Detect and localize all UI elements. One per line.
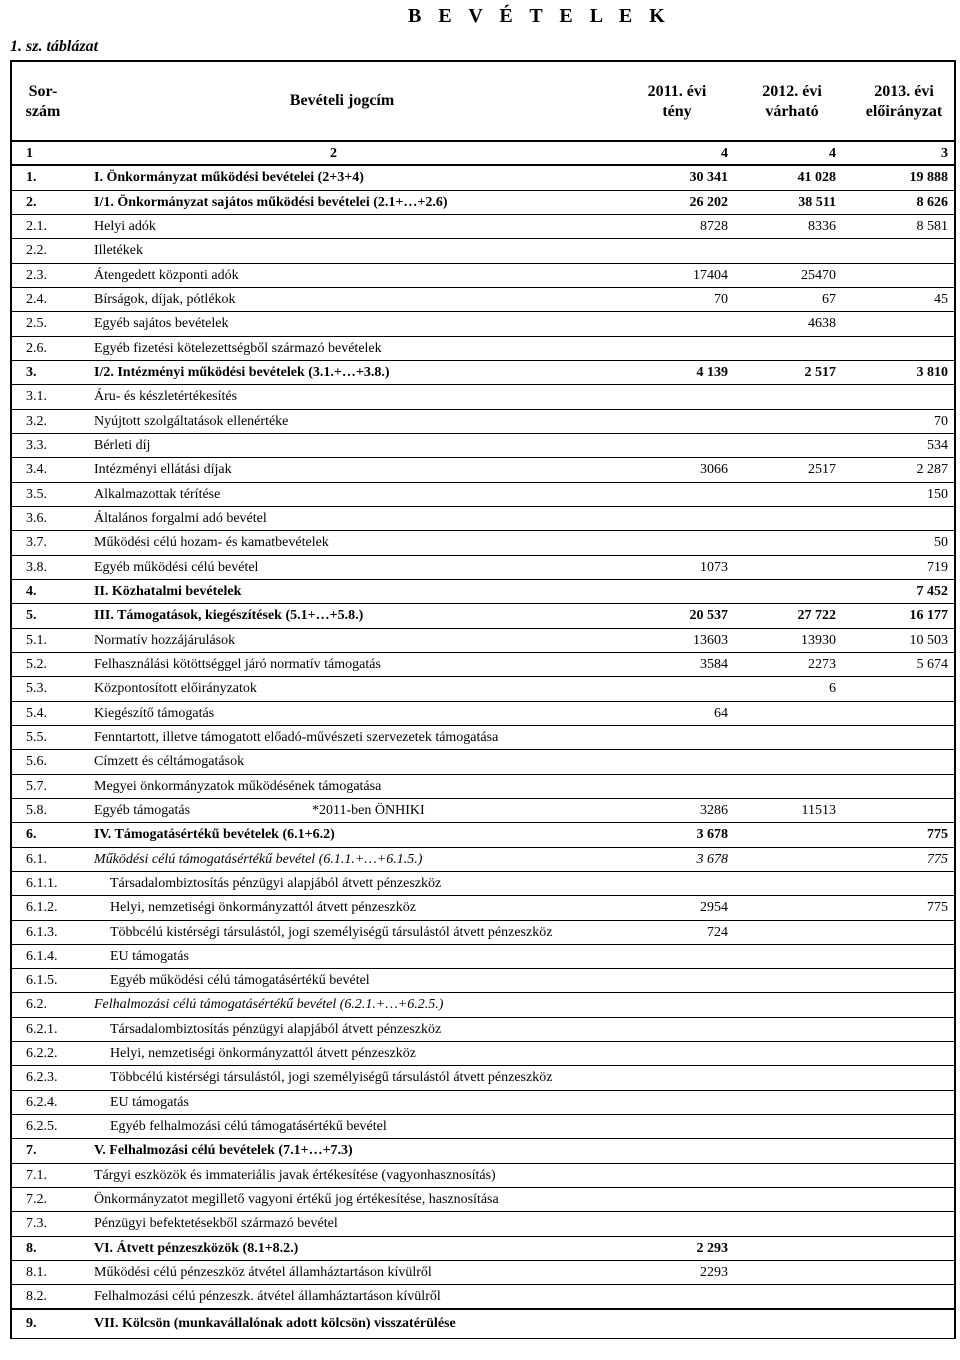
table-row bbox=[12, 361, 954, 385]
value-2013: 16 177 bbox=[909, 608, 948, 624]
row-number: 5.5. bbox=[26, 729, 47, 745]
row-number: 1. bbox=[26, 170, 37, 186]
row-label: Működési célú támogatásértékű bevétel (6.1.1.+…+6.1.5.) bbox=[94, 851, 423, 867]
row-number: 7.2. bbox=[26, 1192, 47, 1208]
row-number: 5.7. bbox=[26, 778, 47, 794]
value-2011: 724 bbox=[707, 924, 728, 940]
header-2012 bbox=[747, 82, 837, 122]
row-number: 7.1. bbox=[26, 1167, 47, 1183]
table-row bbox=[12, 531, 954, 555]
row-label: Önkormányzatot megillető vagyoni értékű jog értékesítése, hasznosítása bbox=[94, 1192, 499, 1208]
row-label: V. Felhalmozási célú bevételek (7.1+…+7.3) bbox=[94, 1143, 353, 1159]
value-2011: 8728 bbox=[700, 218, 728, 234]
header-2012-line2: várható bbox=[765, 103, 819, 120]
value-2011: 64 bbox=[714, 705, 728, 721]
table-row bbox=[12, 239, 954, 263]
value-2011: 30 341 bbox=[689, 170, 728, 186]
table-row bbox=[12, 945, 954, 969]
row-number: 3.7. bbox=[26, 535, 47, 551]
row-label: EU támogatás bbox=[110, 948, 189, 964]
table-row bbox=[12, 896, 954, 920]
row-number: 6.1.4. bbox=[26, 948, 58, 964]
table-row bbox=[12, 702, 954, 726]
row-label: Kiegészítő támogatás bbox=[94, 705, 215, 721]
row-number: 3.3. bbox=[26, 437, 47, 453]
table-row bbox=[12, 166, 954, 190]
row-label: Felhasználási kötöttséggel járó normatív támogatás bbox=[94, 656, 381, 672]
table-row bbox=[12, 1261, 954, 1285]
row-number: 2.4. bbox=[26, 291, 47, 307]
value-2011: 1073 bbox=[700, 559, 728, 575]
header-2013-line2: előirányzat bbox=[865, 103, 943, 120]
row-number: 3.4. bbox=[26, 462, 47, 478]
header-sorszam-line1: Sor- bbox=[28, 83, 58, 100]
row-number: 6.1.5. bbox=[26, 973, 58, 989]
row-label: VII. Kölcsön (munkavállalónak adott kölcsön) visszatérülése bbox=[94, 1315, 456, 1331]
value-2013: 3 810 bbox=[916, 364, 948, 380]
row-label: Egyéb felhalmozási célú támogatásértékű bevétel bbox=[110, 1119, 387, 1135]
row-label: IV. Támogatásértékű bevételek (6.1+6.2) bbox=[94, 827, 335, 843]
row-label: Átengedett központi adók bbox=[94, 267, 239, 283]
row-label: Helyi, nemzetiségi önkormányzattól átvett pénzeszköz bbox=[110, 900, 416, 916]
row-number: 2.2. bbox=[26, 243, 47, 259]
value-2011: 3066 bbox=[700, 462, 728, 478]
table-row bbox=[12, 969, 954, 993]
table-row bbox=[12, 312, 954, 336]
value-2013: 3 bbox=[941, 146, 948, 161]
table-row bbox=[12, 1310, 954, 1339]
table-row bbox=[12, 507, 954, 531]
row-number: 3.8. bbox=[26, 559, 47, 575]
row-label: VI. Átvett pénzeszközök (8.1+8.2.) bbox=[94, 1240, 299, 1256]
row-number: 5.8. bbox=[26, 802, 47, 818]
row-number: 2.6. bbox=[26, 340, 47, 356]
value-2013: 775 bbox=[927, 900, 948, 916]
table-row bbox=[12, 288, 954, 312]
row-label: Többcélú kistérségi társulástól, jogi személyiségű társulástól átvett pénzeszköz bbox=[110, 924, 553, 940]
row-label: Egyéb működési célú támogatásértékű bevétel bbox=[110, 973, 370, 989]
value-2013: 10 503 bbox=[909, 632, 948, 648]
table-row bbox=[12, 264, 954, 288]
row-label: I/2. Intézményi működési bevételek (3.1.+…+3.8.) bbox=[94, 364, 390, 380]
value-2011: 3 678 bbox=[696, 827, 728, 843]
table-row bbox=[12, 337, 954, 361]
value-2011: 3584 bbox=[700, 656, 728, 672]
table-row bbox=[12, 921, 954, 945]
table-header bbox=[12, 62, 954, 142]
value-2013: 2 287 bbox=[916, 462, 948, 478]
header-2011 bbox=[632, 82, 722, 122]
value-2011: 2 293 bbox=[696, 1240, 728, 1256]
table-row bbox=[12, 483, 954, 507]
value-2012: 2517 bbox=[808, 462, 836, 478]
row-label: Társadalombiztosítás pénzügyi alapjából átvett pénzeszköz bbox=[110, 875, 442, 891]
row-number: 5.6. bbox=[26, 754, 47, 770]
row-label: Egyéb támogatás bbox=[94, 802, 191, 818]
value-2011: 20 537 bbox=[689, 608, 728, 624]
table-row bbox=[12, 993, 954, 1017]
table-row bbox=[12, 726, 954, 750]
value-2012: 4638 bbox=[808, 316, 836, 332]
table-row bbox=[12, 1212, 954, 1236]
row-number: 6.2.5. bbox=[26, 1119, 58, 1135]
row-number: 3.1. bbox=[26, 389, 47, 405]
value-2012: 2 517 bbox=[804, 364, 836, 380]
row-number: 8. bbox=[26, 1240, 37, 1256]
row-number: 5. bbox=[26, 608, 37, 624]
value-2012: 38 511 bbox=[798, 194, 836, 210]
value-2013: 50 bbox=[934, 535, 948, 551]
row-label: Tárgyi eszközök és immateriális javak értékesítése (vagyonhasznosítás) bbox=[94, 1167, 496, 1183]
table-row bbox=[12, 556, 954, 580]
row-label: Egyéb sajátos bevételek bbox=[94, 316, 229, 332]
table-row bbox=[12, 799, 954, 823]
header-2013-line1: 2013. évi bbox=[874, 83, 934, 100]
value-2011: 26 202 bbox=[689, 194, 728, 210]
value-2013: 775 bbox=[927, 851, 948, 867]
row-label: Társadalombiztosítás pénzügyi alapjából átvett pénzeszköz bbox=[110, 1021, 442, 1037]
value-2013: 70 bbox=[934, 413, 948, 429]
table-row bbox=[12, 142, 954, 166]
row-number: 6.2.4. bbox=[26, 1094, 58, 1110]
row-number: 1 bbox=[26, 146, 33, 161]
row-number: 6. bbox=[26, 827, 37, 843]
row-label: 2 bbox=[330, 146, 337, 161]
row-number: 7. bbox=[26, 1143, 37, 1159]
value-2012: 8336 bbox=[808, 218, 836, 234]
value-2013: 775 bbox=[927, 827, 948, 843]
value-2011: 4 bbox=[721, 146, 728, 161]
row-number: 6.1.3. bbox=[26, 924, 58, 940]
value-2012: 67 bbox=[822, 291, 836, 307]
table-body bbox=[12, 142, 954, 1339]
value-2012: 4 bbox=[829, 146, 836, 161]
row-label: Bérleti díj bbox=[94, 437, 151, 453]
row-label: Központosított előirányzatok bbox=[94, 681, 257, 697]
row-label: Áru- és készletértékesítés bbox=[94, 389, 238, 405]
table-row bbox=[12, 434, 954, 458]
row-label: Általános forgalmi adó bevétel bbox=[94, 510, 267, 526]
header-jogcim: Bevételi jogcím bbox=[289, 92, 395, 109]
table-row bbox=[12, 677, 954, 701]
table-row bbox=[12, 1066, 954, 1090]
table-row bbox=[12, 775, 954, 799]
document-title: B E V É T E L E K bbox=[408, 5, 671, 27]
value-2012: 41 028 bbox=[797, 170, 836, 186]
row-number: 6.1.2. bbox=[26, 900, 58, 916]
row-number: 6.2.3. bbox=[26, 1070, 58, 1086]
row-number: 3.5. bbox=[26, 486, 47, 502]
row-label: Helyi adók bbox=[94, 218, 156, 234]
value-2012: 25470 bbox=[801, 267, 836, 283]
value-2011: 17404 bbox=[693, 267, 728, 283]
value-2011: 3286 bbox=[700, 802, 728, 818]
value-2013: 5 674 bbox=[916, 656, 948, 672]
row-number: 6.1. bbox=[26, 851, 47, 867]
header-2011-line2: tény bbox=[662, 103, 692, 120]
value-2011: 4 139 bbox=[696, 364, 728, 380]
header-2013 bbox=[852, 82, 956, 122]
row-label: Illetékek bbox=[94, 243, 143, 259]
row-label: Egyéb működési célú bevétel bbox=[94, 559, 259, 575]
value-2013: 45 bbox=[934, 291, 948, 307]
table-row bbox=[12, 823, 954, 847]
row-label: Bírságok, díjak, pótlékok bbox=[94, 291, 236, 307]
row-note: *2011-ben ÖNHIKI bbox=[312, 802, 425, 818]
table-row bbox=[12, 1164, 954, 1188]
value-2013: 7 452 bbox=[916, 583, 948, 599]
row-number: 6.2. bbox=[26, 997, 47, 1013]
row-label: Felhalmozási célú pénzeszk. átvétel államháztartáson kívülről bbox=[94, 1289, 441, 1305]
table-row bbox=[12, 604, 954, 628]
value-2013: 534 bbox=[927, 437, 948, 453]
table-row bbox=[12, 872, 954, 896]
header-2012-line1: 2012. évi bbox=[762, 83, 822, 100]
value-2012: 27 722 bbox=[797, 608, 836, 624]
row-label: Alkalmazottak térítése bbox=[94, 486, 221, 502]
row-label: Felhalmozási célú támogatásértékű bevétel (6.2.1.+…+6.2.5.) bbox=[94, 997, 444, 1013]
row-number: 2.1. bbox=[26, 218, 47, 234]
row-number: 4. bbox=[26, 583, 37, 599]
row-label: EU támogatás bbox=[110, 1094, 189, 1110]
table-row bbox=[12, 191, 954, 215]
row-label: Intézményi ellátási díjak bbox=[94, 462, 232, 478]
table-row bbox=[12, 1285, 954, 1309]
value-2012: 11513 bbox=[801, 802, 836, 818]
table-row bbox=[12, 1188, 954, 1212]
row-number: 2. bbox=[26, 194, 37, 210]
table-row bbox=[12, 1115, 954, 1139]
table-row bbox=[12, 1237, 954, 1261]
value-2011: 13603 bbox=[693, 632, 728, 648]
row-number: 6.2.1. bbox=[26, 1021, 58, 1037]
row-number: 5.4. bbox=[26, 705, 47, 721]
table-row bbox=[12, 385, 954, 409]
value-2013: 8 626 bbox=[916, 194, 948, 210]
table-row bbox=[12, 580, 954, 604]
row-number: 8.2. bbox=[26, 1289, 47, 1305]
header-sorszam-line2: szám bbox=[25, 103, 61, 120]
row-label: Fenntartott, illetve támogatott előadó-művészeti szervezetek támogatása bbox=[94, 729, 499, 745]
table-row bbox=[12, 1018, 954, 1042]
row-label: Címzett és céltámogatások bbox=[94, 754, 245, 770]
table-row bbox=[12, 215, 954, 239]
table-row bbox=[12, 458, 954, 482]
row-number: 3.2. bbox=[26, 413, 47, 429]
row-number: 3.6. bbox=[26, 510, 47, 526]
row-label: Nyújtott szolgáltatások ellenértéke bbox=[94, 413, 289, 429]
row-label: II. Közhatalmi bevételek bbox=[94, 583, 242, 599]
table-row bbox=[12, 629, 954, 653]
row-number: 2.5. bbox=[26, 316, 47, 332]
value-2013: 719 bbox=[927, 559, 948, 575]
row-label: Többcélú kistérségi társulástól, jogi személyiségű társulástól átvett pénzeszköz bbox=[110, 1070, 553, 1086]
row-number: 7.3. bbox=[26, 1216, 47, 1232]
row-label: Működési célú hozam- és kamatbevételek bbox=[94, 535, 329, 551]
table-row bbox=[12, 653, 954, 677]
row-label: Helyi, nemzetiségi önkormányzattól átvett pénzeszköz bbox=[110, 1046, 416, 1062]
row-label: Pénzügyi befektetésekből származó bevétel bbox=[94, 1216, 338, 1232]
header-2011-line1: 2011. évi bbox=[647, 83, 707, 100]
row-label: Működési célú pénzeszköz átvétel államháztartáson kívülről bbox=[94, 1265, 432, 1281]
value-2011: 70 bbox=[714, 291, 728, 307]
value-2013: 8 581 bbox=[916, 218, 948, 234]
table-row bbox=[12, 1091, 954, 1115]
value-2012: 2273 bbox=[808, 656, 836, 672]
row-number: 6.2.2. bbox=[26, 1046, 58, 1062]
value-2013: 150 bbox=[927, 486, 948, 502]
row-number: 3. bbox=[26, 364, 37, 380]
value-2012: 6 bbox=[829, 681, 836, 697]
row-label: III. Támogatások, kiegészítések (5.1+…+5.8.) bbox=[94, 608, 364, 624]
row-label: Megyei önkormányzatok működésének támogatása bbox=[94, 778, 382, 794]
table-row bbox=[12, 1042, 954, 1066]
table-number-label: 1. sz. táblázat bbox=[10, 38, 99, 55]
value-2011: 2293 bbox=[700, 1265, 728, 1281]
row-label: I/1. Önkormányzat sajátos működési bevételei (2.1+…+2.6) bbox=[94, 194, 448, 210]
row-number: 5.2. bbox=[26, 656, 47, 672]
value-2012: 13930 bbox=[801, 632, 836, 648]
table-row bbox=[12, 848, 954, 872]
row-label: Egyéb fizetési kötelezettségből származó bevételek bbox=[94, 340, 382, 356]
row-number: 2.3. bbox=[26, 267, 47, 283]
table-row bbox=[12, 1139, 954, 1163]
value-2011: 3 678 bbox=[696, 851, 728, 867]
row-number: 5.1. bbox=[26, 632, 47, 648]
row-number: 5.3. bbox=[26, 681, 47, 697]
row-number: 9. bbox=[26, 1315, 37, 1331]
revenue-table bbox=[10, 60, 956, 1339]
value-2011: 2954 bbox=[700, 900, 728, 916]
value-2013: 19 888 bbox=[909, 170, 948, 186]
table-row bbox=[12, 410, 954, 434]
row-number: 8.1. bbox=[26, 1265, 47, 1281]
table-row bbox=[12, 750, 954, 774]
row-label: Normatív hozzájárulások bbox=[94, 632, 236, 648]
header-sorszam bbox=[12, 82, 74, 122]
row-label: I. Önkormányzat működési bevételei (2+3+4) bbox=[94, 170, 364, 186]
row-number: 6.1.1. bbox=[26, 875, 58, 891]
